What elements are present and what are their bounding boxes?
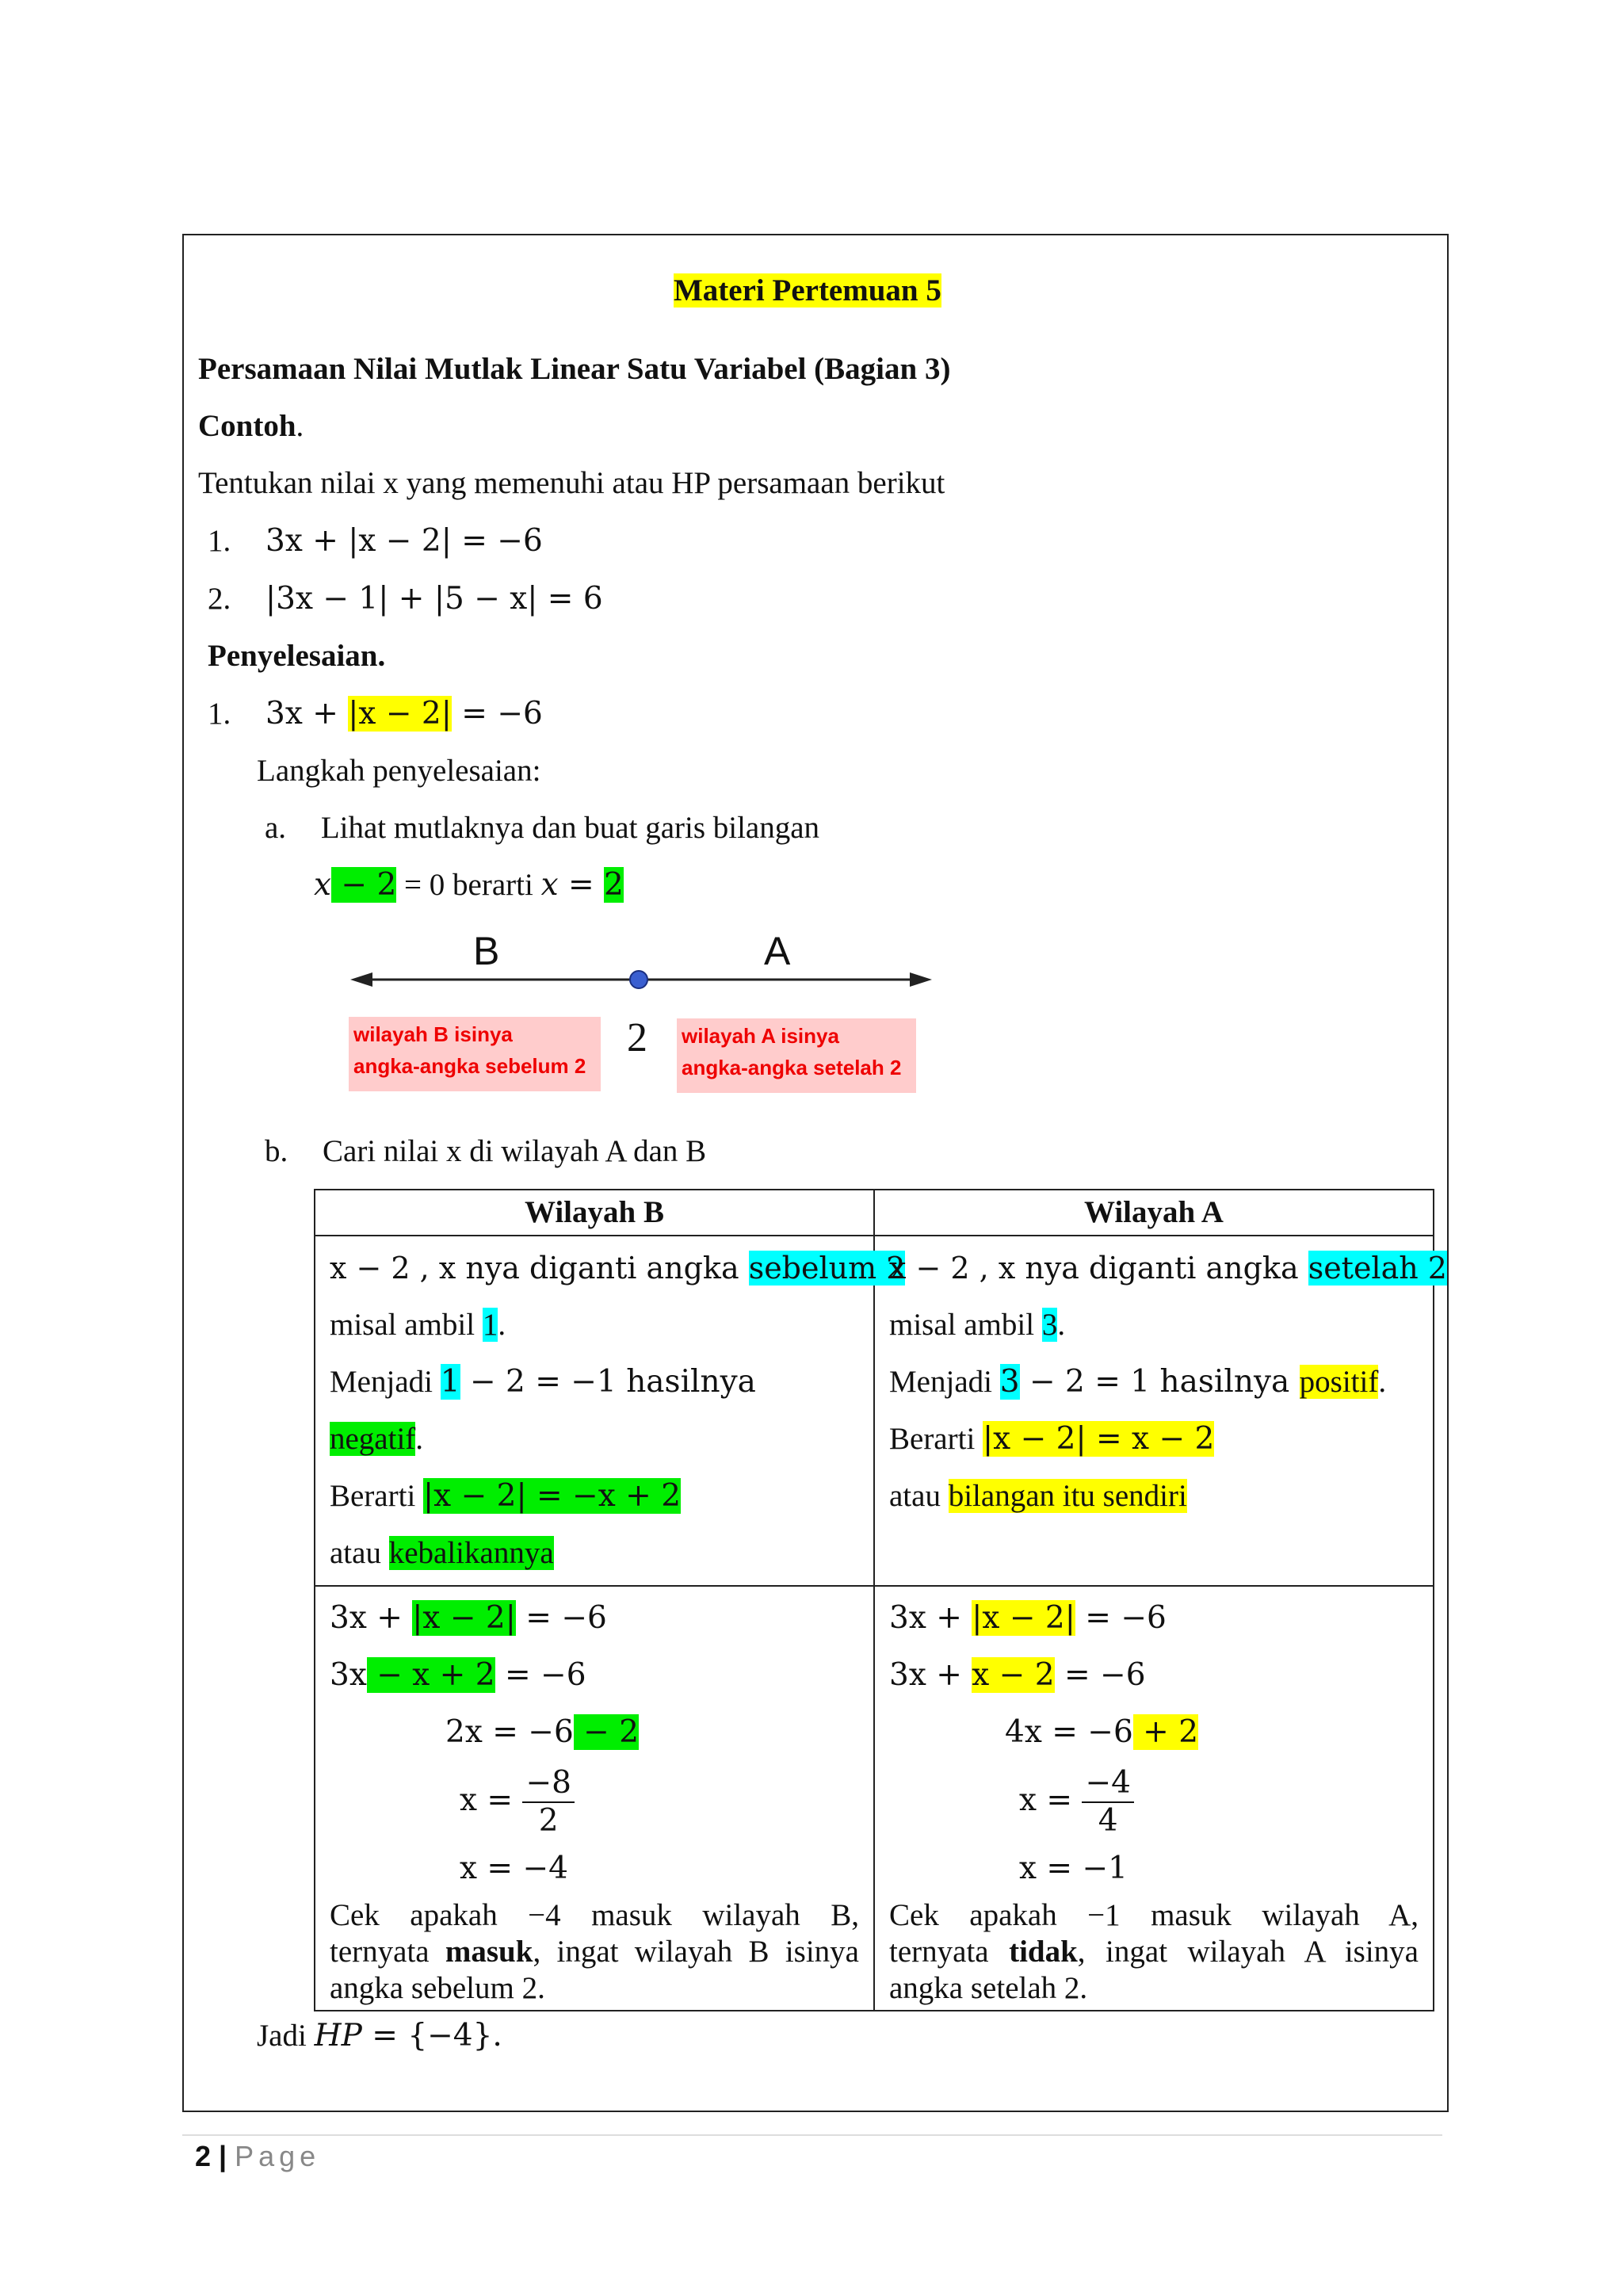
table-header-row <box>315 1190 1434 1236</box>
text: atau <box>330 1536 389 1570</box>
problem-number: 2. <box>208 582 231 616</box>
text: . <box>1057 1308 1066 1342</box>
result: x = −4 <box>460 1851 568 1886</box>
text: x = <box>1019 1782 1083 1818</box>
contoh-label: Contoh <box>198 409 296 443</box>
region-a-label: A <box>764 929 791 973</box>
step-text: Lihat mutlaknya dan buat garis bilangan <box>320 811 820 845</box>
steps-label: Langkah penyelesaian: <box>257 754 541 788</box>
page-title-text: Materi Pertemuan 5 <box>674 273 941 308</box>
fraction-numerator: −8 <box>522 1765 575 1803</box>
highlight: setelah 2 <box>1308 1251 1447 1286</box>
wilayah-a-analysis <box>874 1236 1447 1586</box>
instruction-text: Tentukan nilai x yang memenuhi atau HP persamaan berikut <box>198 466 945 500</box>
text: misal ambil <box>889 1308 1042 1342</box>
text: atau <box>889 1479 949 1513</box>
highlight: 1 <box>482 1308 498 1342</box>
fraction-denominator: 2 <box>538 1803 559 1839</box>
table-row <box>315 1586 1434 2011</box>
highlight: |x − 2| <box>412 1600 516 1636</box>
region-a-note-line: wilayah A isinya <box>682 1024 839 1048</box>
solution-table <box>314 1189 1447 2011</box>
text: = −6 <box>1075 1600 1167 1636</box>
highlight: − x + 2 <box>366 1657 495 1693</box>
highlight: positif <box>1299 1365 1379 1399</box>
highlight: |x − 2| <box>972 1600 1075 1636</box>
text: 3x + <box>330 1600 413 1636</box>
page-footer <box>195 2140 320 2173</box>
fraction <box>1082 1765 1134 1839</box>
region-b-note-line: angka-angka sebelum 2 <box>353 1054 586 1078</box>
text: = −6 <box>1054 1657 1146 1693</box>
check-line: angka setelah 2. <box>889 1971 1088 2005</box>
highlight: x − 2 <box>972 1657 1055 1693</box>
text: Menjadi <box>889 1365 1000 1399</box>
step-a <box>265 810 819 846</box>
text: , ingat wilayah B isinya <box>533 1935 859 1969</box>
highlight: + 2 <box>1132 1714 1199 1750</box>
number-line-point-label: 2 <box>627 1015 647 1060</box>
region-b-note <box>349 1017 601 1091</box>
table-row <box>315 1236 1434 1586</box>
text: Berarti <box>330 1479 424 1513</box>
number-line <box>349 931 935 1090</box>
zero-eq-mid: = 0 berarti <box>396 868 541 902</box>
conclusion-set: = {−4}. <box>361 2018 502 2053</box>
highlight: − 2 <box>573 1714 640 1750</box>
highlight: 3 <box>1041 1308 1058 1342</box>
wilayah-b-calculation <box>315 1586 874 2011</box>
text: tidak <box>1009 1935 1078 1969</box>
text: masuk <box>445 1935 533 1969</box>
step-letter: b. <box>265 1134 288 1168</box>
text: . <box>498 1308 506 1342</box>
conclusion-text: Jadi <box>257 2019 315 2053</box>
highlight: 1 <box>440 1364 460 1400</box>
zero-equation <box>314 867 624 904</box>
text: x − 2 , x nya diganti angka <box>889 1251 1308 1286</box>
problem-expression: |3x − 1| + |5 − x| = 6 <box>265 581 603 617</box>
wilayah-a-calculation <box>874 1586 1434 2011</box>
text: Menjadi <box>330 1365 441 1399</box>
text: = −6 <box>495 1657 586 1693</box>
region-a-note <box>677 1018 916 1093</box>
check-line: Cek apakah −4 masuk wilayah B, <box>330 1898 859 1932</box>
region-b-note-line: wilayah B isinya <box>353 1022 513 1046</box>
check-line: angka sebelum 2. <box>330 1971 545 2005</box>
check-line: Cek apakah −1 masuk wilayah A, <box>889 1898 1419 1932</box>
section-subtitle: Persamaan Nilai Mutlak Linear Satu Variabel (Bagian 3) <box>198 352 951 386</box>
page-word: Page <box>235 2140 321 2172</box>
solution-number: 1. <box>208 697 231 731</box>
text: 2x = −6 <box>445 1714 574 1750</box>
zero-eq-part: − 2 <box>331 867 397 903</box>
region-a-note-line: angka-angka setelah 2 <box>682 1056 902 1079</box>
problem-expression: 3x + |x − 2| = −6 <box>265 523 543 559</box>
conclusion <box>257 2018 502 2054</box>
zero-eq-val: 2 <box>604 867 624 903</box>
text: Berarti <box>889 1422 983 1456</box>
result: x = −1 <box>1019 1851 1128 1886</box>
table-header-wilayah-a: Wilayah A <box>874 1190 1434 1236</box>
region-b-label: B <box>473 929 500 973</box>
page-number: 2 <box>195 2140 212 2172</box>
text: , ingat wilayah A isinya <box>1077 1935 1419 1969</box>
highlight: bilangan itu sendiri <box>948 1479 1187 1513</box>
contoh-heading <box>198 408 304 445</box>
highlight: 3 <box>999 1364 1020 1400</box>
text: misal ambil <box>330 1308 483 1342</box>
solution-expr-b: = −6 <box>451 696 543 732</box>
conclusion-hp: HP <box>314 2018 362 2053</box>
problem-item-1 <box>208 523 543 560</box>
fraction-numerator: −4 <box>1082 1765 1134 1803</box>
solution-expr-abs: |x − 2| <box>348 696 452 732</box>
fraction <box>522 1765 575 1839</box>
highlight: |x − 2| = x − 2 <box>983 1421 1215 1457</box>
text: . <box>1378 1365 1387 1399</box>
contoh-dot: . <box>296 409 304 443</box>
highlight: |x − 2| = −x + 2 <box>423 1478 682 1514</box>
text: 3x + <box>889 1657 972 1693</box>
step-letter: a. <box>265 811 287 845</box>
solution-heading: Penyelesaian. <box>208 639 386 673</box>
number-line-arrow <box>349 947 935 1010</box>
problem-item-2 <box>208 581 603 617</box>
zero-eq-x: x <box>314 867 331 903</box>
fraction-denominator: 4 <box>1098 1803 1118 1839</box>
zero-eq-x2: x <box>540 867 559 903</box>
solution-problem-1 <box>208 696 543 732</box>
footer-divider <box>182 2134 1442 2136</box>
text: . <box>415 1422 424 1456</box>
page-title <box>674 273 941 309</box>
step-text: Cari nilai x di wilayah A dan B <box>323 1134 707 1168</box>
page-separator: | <box>211 2140 235 2172</box>
text: x = <box>460 1782 523 1818</box>
highlight: kebalikannya <box>388 1536 554 1570</box>
text: = −6 <box>515 1600 607 1636</box>
text: 3x + <box>889 1600 972 1636</box>
solution-expr-a: 3x + <box>265 696 349 732</box>
highlight: negatif <box>330 1422 416 1456</box>
text: 4x = −6 <box>1005 1714 1133 1750</box>
text: ternyata <box>330 1935 445 1969</box>
problem-number: 1. <box>208 524 231 558</box>
text: x − 2 , x nya diganti angka <box>330 1251 749 1286</box>
wilayah-b-analysis <box>315 1236 906 1586</box>
highlight: sebelum 2 <box>748 1251 906 1286</box>
table-header-wilayah-b: Wilayah B <box>315 1190 874 1236</box>
text: − 2 = −1 hasilnya <box>460 1364 756 1400</box>
step-b <box>265 1133 706 1170</box>
zero-eq-eq: = <box>558 867 605 903</box>
text: 3x <box>330 1657 367 1693</box>
text: ternyata <box>889 1935 1010 1969</box>
text: − 2 = 1 hasilnya <box>1019 1364 1300 1400</box>
